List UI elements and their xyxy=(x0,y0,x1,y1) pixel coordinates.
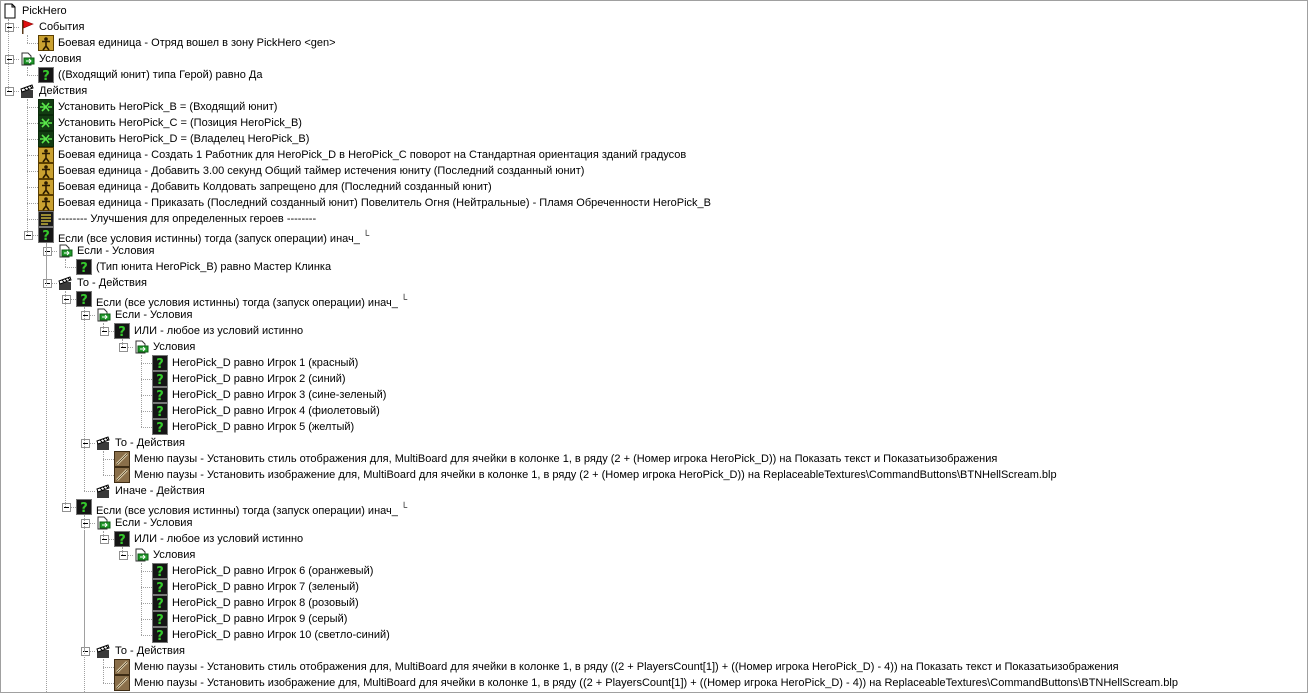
tree-item-label: HeroPick_D равно Игрок 6 (оранжевый) xyxy=(172,565,374,577)
tree-item[interactable] xyxy=(1,595,1301,611)
tree-item[interactable] xyxy=(1,259,1301,275)
comment-icon xyxy=(38,211,54,227)
action-icon xyxy=(19,83,35,99)
tree-item-label: HeroPick_D равно Игрок 7 (зеленый) xyxy=(172,581,359,593)
tree-item[interactable] xyxy=(1,211,1301,227)
svg-text:?: ? xyxy=(156,581,164,595)
tree-item-label: HeroPick_D равно Игрок 10 (светло-синий) xyxy=(172,629,390,641)
question-icon xyxy=(76,499,92,515)
tree-item-label: Боевая единица - Добавить 3.00 секунд Общий таймер истечения юниту (Последний созданный юнит) xyxy=(58,165,585,177)
tree-item[interactable] xyxy=(1,35,1301,51)
tree-item-label: ((Входящий юнит) типа Герой) равно Да xyxy=(58,69,263,81)
question-icon xyxy=(152,595,168,611)
tree-item-label: События xyxy=(39,21,85,33)
tree-item-label: HeroPick_D равно Игрок 8 (розовый) xyxy=(172,597,359,609)
question-icon xyxy=(114,531,130,547)
tree-item-label: PickHero xyxy=(22,5,67,17)
tree-item[interactable] xyxy=(1,611,1301,627)
svg-text:?: ? xyxy=(156,421,164,435)
collapse-toggle[interactable] xyxy=(43,279,52,288)
question-icon xyxy=(114,323,130,339)
tree-item-label: HeroPick_D равно Игрок 3 (сине-зеленый) xyxy=(172,389,387,401)
question-icon xyxy=(152,611,168,627)
question-icon xyxy=(152,371,168,387)
question-icon xyxy=(152,355,168,371)
unit-icon xyxy=(38,35,54,51)
set-variable-icon xyxy=(38,131,54,147)
tree-item-label: Меню паузы - Установить стиль отображения для, MultiBoard для ячейки в колонке 1, в ряду (2 + (Номер игрока HeroPick_D)) на Показать текст и Показатьизображения xyxy=(134,453,998,465)
tree-item-label: Если (все условия истинны) тогда (запуск операции) инач_ └ xyxy=(96,502,408,517)
tree-item-label: HeroPick_D равно Игрок 1 (красный) xyxy=(172,357,359,369)
collapse-toggle[interactable] xyxy=(24,231,33,240)
action-icon xyxy=(95,483,111,499)
svg-text:?: ? xyxy=(156,565,164,579)
tree-item[interactable] xyxy=(1,387,1301,403)
tree-item[interactable] xyxy=(1,643,1301,659)
tree-item[interactable] xyxy=(1,371,1301,387)
svg-text:?: ? xyxy=(42,229,50,243)
tree-item-label: Установить HeroPick_B = (Входящий юнит) xyxy=(58,101,278,113)
tree-item[interactable] xyxy=(1,275,1301,291)
condition-icon xyxy=(133,339,149,355)
tree-item[interactable] xyxy=(1,499,1301,515)
svg-text:?: ? xyxy=(80,261,88,275)
collapse-toggle[interactable] xyxy=(62,503,71,512)
tree-item[interactable] xyxy=(1,467,1301,483)
tree-item-label: Если (все условия истинны) тогда (запуск операции) инач_ └ xyxy=(96,294,408,309)
collapse-toggle[interactable] xyxy=(5,23,14,32)
caret-glyph: └ xyxy=(362,230,370,240)
svg-text:?: ? xyxy=(156,389,164,403)
tree-item-label: Если - Условия xyxy=(115,309,193,321)
tree-item-label: Меню паузы - Установить изображение для, MultiBoard для ячейки в колонке 1, в ряду ((2 + PlayersCount[1]) + ((Номер игрока HeroPick_D) - 4)) на ReplaceableTextures\CommandButtons\BTNHellScream.blp xyxy=(134,677,1178,689)
collapse-toggle[interactable] xyxy=(119,551,128,560)
multiboard-icon xyxy=(114,467,130,483)
unit-icon xyxy=(38,147,54,163)
tree-item[interactable] xyxy=(1,515,1301,531)
collapse-toggle[interactable] xyxy=(5,55,14,64)
svg-text:?: ? xyxy=(156,357,164,371)
unit-icon xyxy=(38,195,54,211)
action-icon xyxy=(95,643,111,659)
tree-item[interactable] xyxy=(1,67,1301,83)
question-icon xyxy=(152,403,168,419)
tree-item[interactable] xyxy=(1,323,1301,339)
tree-item[interactable] xyxy=(1,403,1301,419)
tree-item[interactable] xyxy=(1,19,1301,35)
action-icon xyxy=(95,435,111,451)
svg-text:?: ? xyxy=(118,533,126,547)
tree-item-label: Боевая единица - Приказать (Последний созданный юнит) Повелитель Огня (Нейтральные) - Пламя Обреченности HeroPick_B xyxy=(58,197,711,209)
tree-item[interactable] xyxy=(1,163,1301,179)
tree-item[interactable] xyxy=(1,195,1301,211)
svg-text:?: ? xyxy=(156,373,164,387)
tree-item[interactable] xyxy=(1,627,1301,643)
question-icon xyxy=(38,227,54,243)
set-variable-icon xyxy=(38,99,54,115)
svg-text:?: ? xyxy=(156,597,164,611)
svg-text:?: ? xyxy=(156,613,164,627)
question-icon xyxy=(38,67,54,83)
condition-icon xyxy=(133,547,149,563)
tree-item[interactable] xyxy=(1,147,1301,163)
tree-item[interactable] xyxy=(1,451,1301,467)
svg-text:?: ? xyxy=(80,501,88,515)
tree-item-label: Установить HeroPick_D = (Владелец HeroPick_B) xyxy=(58,133,310,145)
collapse-toggle[interactable] xyxy=(119,343,128,352)
tree-item-label: Меню паузы - Установить стиль отображения для, MultiBoard для ячейки в колонке 1, в ряду ((2 + PlayersCount[1]) + ((Номер игрока HeroPick_D) - 4)) на Показать текст и Показатьизображения xyxy=(134,661,1119,673)
tree-item-label: ИЛИ - любое из условий истинно xyxy=(134,325,304,337)
collapse-toggle[interactable] xyxy=(81,519,90,528)
collapse-toggle[interactable] xyxy=(43,247,52,256)
event-flag-icon xyxy=(19,19,35,35)
set-variable-icon xyxy=(38,115,54,131)
tree-item-label: Боевая единица - Добавить Колдовать запрещено для (Последний созданный юнит) xyxy=(58,181,492,193)
collapse-toggle[interactable] xyxy=(62,295,71,304)
tree-item[interactable] xyxy=(1,675,1301,691)
tree-item-label: -------- Улучшения для определенных героев -------- xyxy=(58,213,317,225)
tree-item[interactable] xyxy=(1,291,1301,307)
multiboard-icon xyxy=(114,451,130,467)
question-icon xyxy=(152,627,168,643)
tree-item-label: Боевая единица - Создать 1 Работник для HeroPick_D в HeroPick_C поворот на Стандартная ориентация зданий градусов xyxy=(58,149,687,161)
tree-item-label: Если (все условия истинны) тогда (запуск операции) инач_ └ xyxy=(58,230,370,245)
tree-item-label: HeroPick_D равно Игрок 9 (серый) xyxy=(172,613,348,625)
collapse-toggle[interactable] xyxy=(100,327,109,336)
tree-item-label: То - Действия xyxy=(115,437,185,449)
question-icon xyxy=(152,387,168,403)
tree-item[interactable] xyxy=(1,51,1301,67)
tree-item-label: Если - Условия xyxy=(115,517,193,529)
tree-item[interactable] xyxy=(1,659,1301,675)
tree-item-label: HeroPick_D равно Игрок 5 (желтый) xyxy=(172,421,355,433)
tree-item-label: Меню паузы - Установить изображение для, MultiBoard для ячейки в колонке 1, в ряду (2 + (Номер игрока HeroPick_D)) на ReplaceableTextures\CommandButtons\BTNHellScream.blp xyxy=(134,469,1057,481)
question-icon xyxy=(76,291,92,307)
question-icon xyxy=(152,563,168,579)
question-icon xyxy=(152,419,168,435)
tree-item-label: Боевая единица - Отряд вошел в зону PickHero <gen> xyxy=(58,37,336,49)
svg-text:?: ? xyxy=(80,293,88,307)
tree-item[interactable] xyxy=(1,563,1301,579)
tree-item-label: То - Действия xyxy=(77,277,147,289)
condition-icon xyxy=(19,51,35,67)
tree-item-label: Установить HeroPick_C = (Позиция HeroPick_B) xyxy=(58,117,302,129)
tree-item[interactable] xyxy=(1,227,1301,243)
collapse-toggle[interactable] xyxy=(81,647,90,656)
tree-item-label: (Тип юнита HeroPick_B) равно Мастер Клинка xyxy=(96,261,332,273)
question-icon xyxy=(152,579,168,595)
tree-item-label: Иначе - Действия xyxy=(115,485,205,497)
doc-icon xyxy=(2,3,18,19)
tree-item[interactable] xyxy=(1,99,1301,115)
question-icon xyxy=(76,259,92,275)
tree-item[interactable] xyxy=(1,83,1301,99)
caret-glyph: └ xyxy=(400,502,408,512)
multiboard-icon xyxy=(114,675,130,691)
condition-icon xyxy=(95,515,111,531)
unit-icon xyxy=(38,163,54,179)
tree-item[interactable] xyxy=(1,579,1301,595)
svg-text:?: ? xyxy=(118,325,126,339)
action-icon xyxy=(57,275,73,291)
tree-item-label: Условия xyxy=(39,53,82,65)
tree-item-label: Если - Условия xyxy=(77,245,155,257)
tree-item[interactable] xyxy=(1,435,1301,451)
tree-item[interactable] xyxy=(1,531,1301,547)
tree-item-label: HeroPick_D равно Игрок 2 (синий) xyxy=(172,373,346,385)
svg-text:?: ? xyxy=(156,629,164,643)
tree-item-label: То - Действия xyxy=(115,645,185,657)
caret-glyph: └ xyxy=(400,294,408,304)
condition-icon xyxy=(95,307,111,323)
tree-item-label: ИЛИ - любое из условий истинно xyxy=(134,533,304,545)
condition-icon xyxy=(57,243,73,259)
tree-item-label: Условия xyxy=(153,549,196,561)
tree-item[interactable] xyxy=(1,339,1301,355)
tree-item[interactable] xyxy=(1,131,1301,147)
tree-item[interactable] xyxy=(1,115,1301,131)
tree-item-label: Условия xyxy=(153,341,196,353)
collapse-toggle[interactable] xyxy=(100,535,109,544)
tree-item[interactable] xyxy=(1,483,1301,499)
collapse-toggle[interactable] xyxy=(81,439,90,448)
tree-root-item[interactable] xyxy=(1,3,1301,19)
collapse-toggle[interactable] xyxy=(81,311,90,320)
tree-item[interactable] xyxy=(1,179,1301,195)
svg-text:?: ? xyxy=(156,405,164,419)
multiboard-icon xyxy=(114,659,130,675)
collapse-toggle[interactable] xyxy=(5,87,14,96)
tree-item[interactable] xyxy=(1,547,1301,563)
svg-text:?: ? xyxy=(42,69,50,83)
tree-item-label: HeroPick_D равно Игрок 4 (фиолетовый) xyxy=(172,405,380,417)
tree-item[interactable] xyxy=(1,307,1301,323)
tree-item[interactable] xyxy=(1,355,1301,371)
tree-item-label: Действия xyxy=(39,85,88,97)
tree-item[interactable] xyxy=(1,243,1301,259)
tree-item[interactable] xyxy=(1,419,1301,435)
unit-icon xyxy=(38,179,54,195)
